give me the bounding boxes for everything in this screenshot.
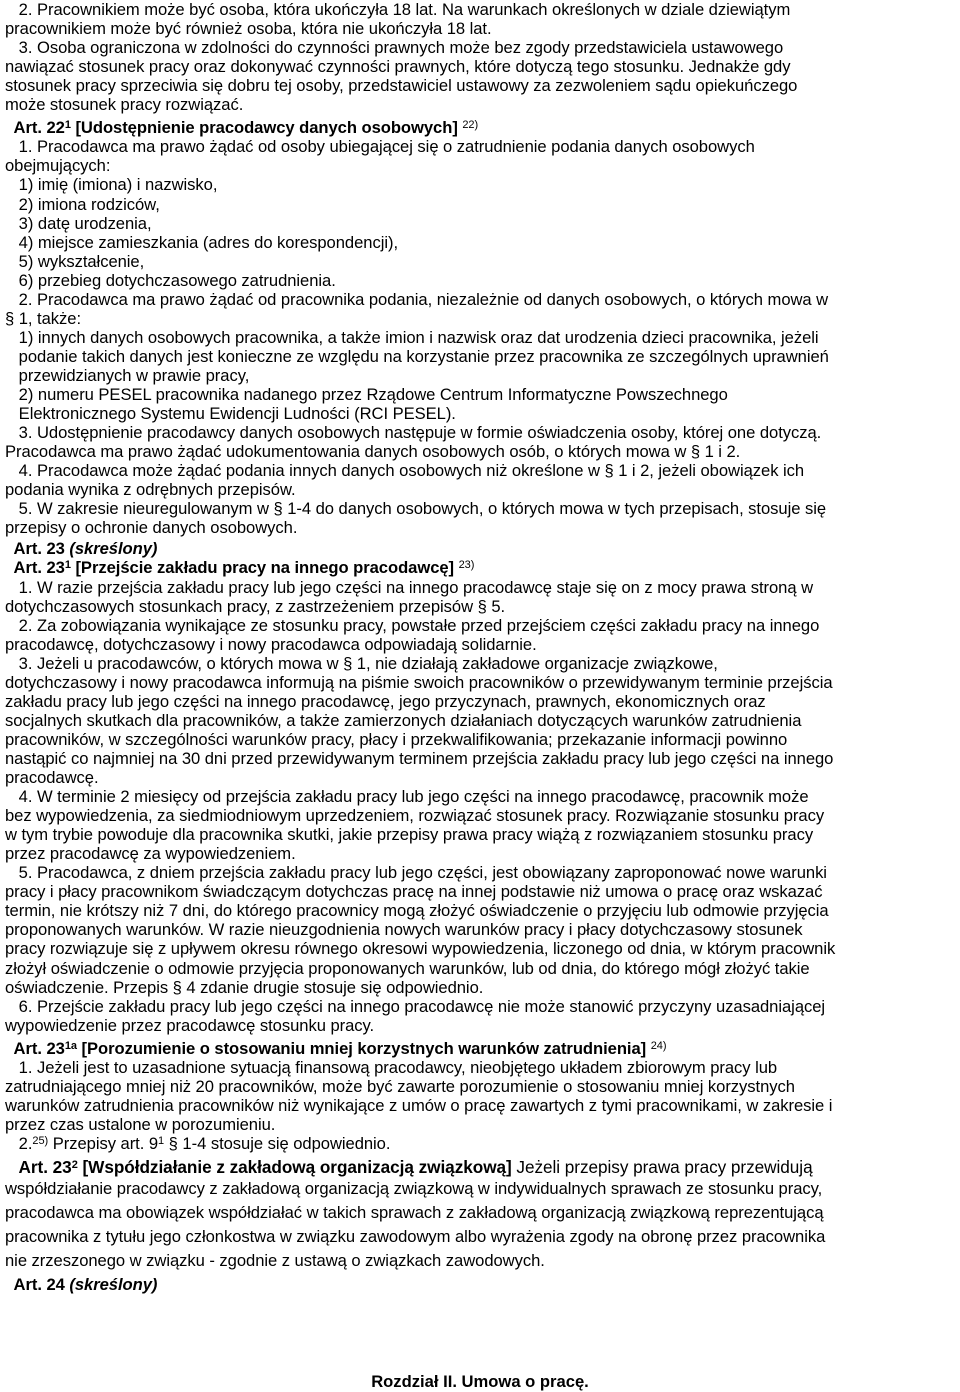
text-line: 4. W terminie 2 miesięcy od przejścia zakładu pracy lub jego części na innego pracodawcę, pracownik może <box>5 787 809 807</box>
text-line: przez pracodawcę za wypowiedzeniem. <box>5 844 296 864</box>
text-line: pracodawcę. <box>5 768 99 787</box>
text-line: § 1, także: <box>5 308 82 328</box>
article-number: Art. 23 <box>5 1038 65 1058</box>
text-line: pracodawcę, dotychczasowy i nowy pracodawca odpowiadają solidarnie. <box>5 634 537 654</box>
text-line: nastąpić co najmniej na 30 dni przed przewidywanym terminem przejścia zakładu pracy lub jego części na innego <box>5 748 834 768</box>
article-number: Art. 24 <box>5 1275 70 1294</box>
text-line: 2) numeru PESEL pracownika nadanego przez Rządowe Centrum Informatyczne Powszechnego <box>5 385 728 404</box>
text-line: przez czas ustalone w porozumieniu. <box>5 1114 276 1134</box>
text-line: 2. Pracodawca ma prawo żądać od pracownika podania, niezależnie od danych osobowych, o których mowa w <box>5 289 829 309</box>
text-line: podania wynika z odrębnych przepisów. <box>5 480 296 500</box>
text-line: dotychczasowych stosunkach pracy, z zastrzeżeniem przepisów § 5. <box>5 596 506 616</box>
text-line: 6) przebieg dotychczasowego zatrudnienia. <box>5 270 336 290</box>
article-heading <box>5 1275 960 1294</box>
text-span: 2. <box>5 1133 33 1153</box>
text-line: pracodawca ma obowiązek współdziałać w takich sprawach z zakładową organizacją związkową reprezentującą <box>5 1203 824 1222</box>
article-heading <box>5 118 960 137</box>
text-line: przepisy o ochronie danych osobowych. <box>5 518 298 538</box>
text-line: bez wypowiedzenia, za siedmiodniowym uprzedzeniem, rozwiązać stosunek pracy. Rozwiązanie stosunku pracy <box>5 806 825 826</box>
article-number: Art. 23 <box>5 558 65 578</box>
article-heading <box>5 539 960 558</box>
text-line: Elektronicznego Systemu Ewidencji Ludności (RCI PESEL). <box>5 404 456 424</box>
text-line: pracowników, w szczególności warunków pracy, płacy i przekwalifikowania; przekazanie informacji powinno <box>5 729 788 749</box>
text-line: 1) innych danych osobowych pracownika, a także imion i nazwisk oraz dat urodzenia dzieci pracownika, jeżeli <box>5 327 819 347</box>
text-span: § 1-4 stosuje się odpowiednio. <box>164 1133 391 1153</box>
footnote-ref: 24) <box>650 1039 667 1052</box>
text-line: 5. W zakresie nieuregulowanym w § 1-4 do danych osobowych, o których mowa w tych przepisach, stosuje się <box>5 499 827 519</box>
article-number: Art. 23 <box>5 1157 72 1177</box>
text-line: podanie takich danych jest konieczne ze względu na korzystanie przez pracownika ze szczególnych uprawnień <box>5 346 829 366</box>
text-line: oświadczenie. Przepis § 4 zdanie drugie stosuje się odpowiednio. <box>5 977 484 997</box>
text-line: zakładu pracy lub jego części na innego pracodawcę, jego przyczynach, prawnych, ekonomicznych oraz <box>5 691 766 711</box>
text-line: przewidzianych w prawie pracy, <box>5 365 250 385</box>
text-line: w tym trybie powoduje dla pracownika skutki, jakie przepisy prawa pracy wiążą z rozwiązaniem stosunku pracy <box>5 825 814 845</box>
text-line: wypowiedzenie przez pracodawcę stosunku pracy. <box>5 1015 375 1035</box>
text-line: pracy rozwiązuje się z upływem okresu równego okresowi wypowiedzenia, liczonego od dnia, w którym pracownik <box>5 939 836 959</box>
text-line: 1. Pracodawca ma prawo żądać od osoby ubiegającej się o zatrudnienie podania danych osobowych <box>5 137 755 157</box>
article-heading <box>5 1156 960 1175</box>
text-span: Przepisy art. 9 <box>48 1133 159 1153</box>
text-line: pracownikiem może być również osoba, która nie ukończyła 18 lat. <box>5 19 492 39</box>
text-line: nie zrzeszonego w związku - zgodnie z ustawą o związkach zawodowych. <box>5 1251 545 1270</box>
article-superscript: 1a <box>64 1039 77 1052</box>
text-line: warunków zatrudnienia pracowników niż wynikające z umów o pracę zawartych z tymi pracownikami, w zakresie i <box>5 1095 833 1115</box>
article-status: (skreślony) <box>69 539 158 559</box>
text-line: 5) wykształcenie, <box>5 251 145 271</box>
text-line: złożył oświadczenie o odmowie przyjęcia proponowanych warunków, lub od dnia, do którego mógł złożyć takie <box>5 958 810 978</box>
article-heading <box>5 1039 960 1058</box>
article-title: [Przejście zakładu pracy na innego pracodawcę] <box>70 558 459 578</box>
text-line: 4. Pracodawca może żądać podania innych danych osobowych niż określone w § 1 i 2, jeżeli obowiązek ich <box>5 461 805 481</box>
text-line: Pracodawca ma prawo żądać udokumentowania danych osobowych osób, o których mowa w § 1 i 2. <box>5 442 741 462</box>
text-line: 3. Osoba ograniczona w zdolności do czynności prawnych może bez zgody przedstawiciela ustawowego <box>5 38 784 58</box>
text-line: 4) miejsce zamieszkania (adres do korespondencji), <box>5 232 399 252</box>
article-superscript: 1 <box>64 559 71 572</box>
article-title: [Porozumienie o stosowaniu mniej korzystnych warunków zatrudnienia] <box>76 1038 651 1058</box>
article-text: Jeżeli przepisy prawa pracy przewidują <box>511 1157 813 1177</box>
article-title: [Współdziałanie z zakładową organizacją związkową] <box>77 1157 512 1177</box>
text-line: dotychczasowy i nowy pracodawca informują na piśmie swoich pracowników o przewidywanym terminie przejścia <box>5 672 833 692</box>
text-line: obejmujących: <box>5 156 111 176</box>
footnote-ref: 22) <box>462 119 479 132</box>
footnote-ref: 23) <box>458 559 475 572</box>
text-line: 6. Przejście zakładu pracy lub jego części na innego pracodawcę nie może stanowić przyczyny uzasadniającej <box>5 996 826 1016</box>
article-heading <box>5 558 960 577</box>
text-line: proponowanych warunków. W razie nieuzgodnienia nowych warunków pracy i płacy dotychczasowy stosunek <box>5 920 803 940</box>
chapter-heading: Rozdział II. Umowa o pracę. <box>371 1372 589 1391</box>
superscript: 1 <box>158 1134 165 1147</box>
text-line: 3. Jeżeli u pracodawców, o których mowa w § 1, nie działają zakładowe organizacje związkowe, <box>5 653 718 673</box>
text-line: 3. Udostępnienie pracodawcy danych osobowych następuje w formie oświadczenia osoby, której one dotyczą. <box>5 423 822 443</box>
text-line: 2. Pracownikiem może być osoba, która ukończyła 18 lat. Na warunkach określonych w dziale dziewiątym <box>5 0 791 19</box>
text-line: pracownika z tytułu jego członkostwa w związku zawodowym albo wyrażenia zgody na obronę przez pracownika <box>5 1227 826 1246</box>
article-status: (skreślony) <box>69 1275 158 1294</box>
superscript: 25) <box>32 1134 49 1147</box>
article-superscript: 2 <box>71 1159 78 1171</box>
text-line: stosunek pracy sprzeciwia się dobru tej osoby, przedstawiciel ustawowy za zezwoleniem sądu opiekuńczego <box>5 76 798 96</box>
text-line: może stosunek pracy rozwiązać. <box>5 95 244 115</box>
text-line: termin, nie krótszy niż 7 dni, do którego pracownicy mogą złożyć oświadczenie o przyjęciu lub odmowie przyjęcia <box>5 901 829 921</box>
article-number: Art. 23 <box>5 539 70 559</box>
text-line: 1) imię (imiona) i nazwisko, <box>5 175 218 195</box>
text-line: socjalnych skutkach dla pracowników, a także zamierzonych działaniach dotyczących warunków zatrudnienia <box>5 710 802 730</box>
text-line: 1. Jeżeli jest to uzasadnione sytuacją finansową pracodawcy, nieobjętego układem zbiorowym pracy lub <box>5 1057 778 1077</box>
article-superscript: 1 <box>64 119 71 132</box>
text-line: 5. Pracodawca, z dniem przejścia zakładu pracy lub jego części, jest obowiązany zaproponować nowe warunki <box>5 863 827 883</box>
article-title: [Udostępnienie pracodawcy danych osobowych] <box>70 118 463 138</box>
text-line: pracy i płacy pracownikom świadczącym dotychczas pracę na innej podstawie niż umowa o pracę oraz wskazać <box>5 882 823 902</box>
text-line: 3) datę urodzenia, <box>5 213 152 233</box>
text-line: współdziałanie pracodawcy z zakładową organizacją związkową w indywidualnych sprawach ze stosunku pracy, <box>5 1179 823 1198</box>
text-line: zatrudniającego mniej niż 20 pracowników, może być zawarte porozumienie o stosowaniu mniej korzystnych <box>5 1076 795 1096</box>
paragraph-line <box>5 1134 960 1153</box>
article-number: Art. 22 <box>5 118 65 138</box>
text-line: 1. W razie przejścia zakładu pracy lub jego części na innego pracodawcę staje się on z mocy prawa stroną w <box>5 577 814 597</box>
text-line: nawiązać stosunek pracy oraz dokonywać czynności prawnych, które dotyczą tego stosunku. Jednakże gdy <box>5 57 791 77</box>
text-line: 2. Za zobowiązania wynikające ze stosunku pracy, powstałe przed przejściem części zakładu pracy na innego <box>5 615 820 635</box>
text-line: 2) imiona rodziców, <box>5 194 160 214</box>
